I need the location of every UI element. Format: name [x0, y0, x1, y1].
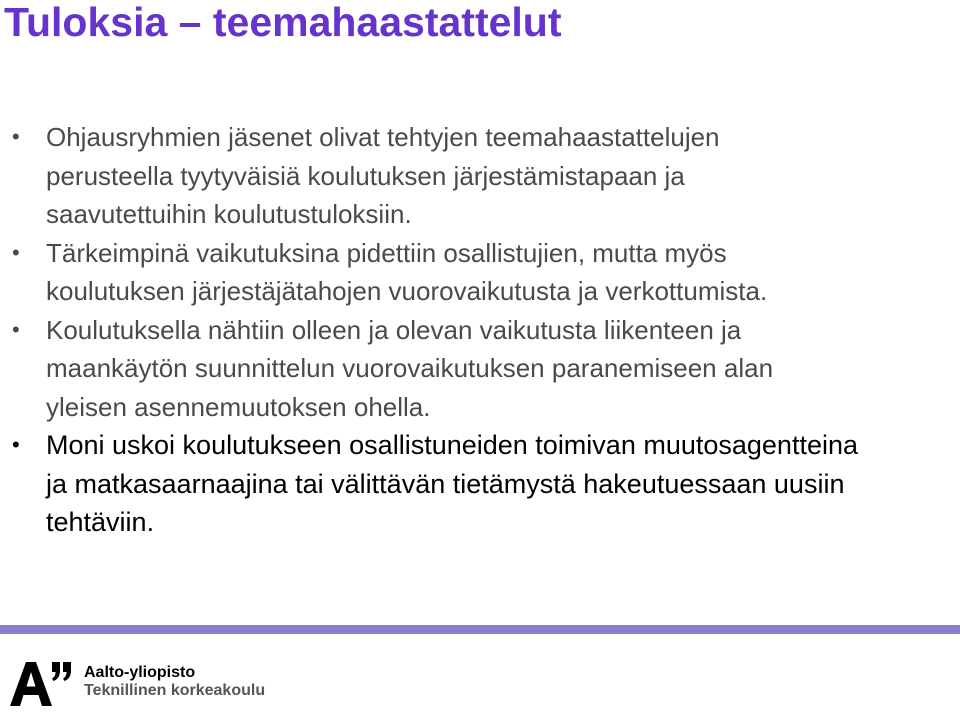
- bullet-text-line: Tärkeimpinä vaikutuksina pidettiin osallistujien, mutta myös: [46, 237, 727, 268]
- bullet-text-line: maankäytön suunnittelun vuorovaikutuksen paranemiseen alan: [46, 353, 774, 383]
- bullet-item: [0, 311, 960, 427]
- bullet-item: [0, 118, 960, 234]
- slide-title: Tuloksia – teemahaastattelut: [4, 0, 562, 45]
- bullet-item: [0, 234, 960, 311]
- bullet-dot-icon: •: [12, 432, 20, 457]
- bullet-item: [0, 426, 960, 542]
- school-name: Teknillinen korkeakoulu: [84, 682, 266, 699]
- bullet-text-line: saavutettuihin koulutustuloksiin.: [46, 199, 412, 229]
- bullet-dot-icon: •: [12, 316, 20, 342]
- bullet-text-line: perusteella tyytyväisiä koulutuksen järjestämistapaan ja: [46, 160, 685, 191]
- bullet-text-line: yleisen asennemuutoksen ohella.: [46, 391, 431, 422]
- bullet-text-line: Moni uskoi koulutukseen osallistuneiden toimivan muutosagentteina: [46, 430, 858, 460]
- bullet-text-line: ja matkasaarnaajina tai välittävän tietämystä hakeutuessaan uusiin: [46, 468, 845, 499]
- bullet-dot-icon: •: [12, 124, 20, 149]
- bullet-list: [0, 118, 960, 542]
- bullet-text-line: tehtäviin.: [46, 507, 155, 537]
- bullet-text-line: Ohjausryhmien jäsenet olivat tehtyjen teemahaastattelujen: [46, 122, 720, 152]
- bullet-text-line: Koulutuksella nähtiin olleen ja olevan vaikutusta liikenteen ja: [46, 314, 742, 345]
- university-name: Aalto-yliopisto: [84, 664, 196, 681]
- bullet-text-line: koulutuksen järjestäjätahojen vuorovaikutusta ja verkottumista.: [46, 276, 768, 306]
- footer-divider: [0, 625, 960, 634]
- aalto-logo-icon: [8, 658, 74, 708]
- bullet-dot-icon: •: [12, 239, 20, 265]
